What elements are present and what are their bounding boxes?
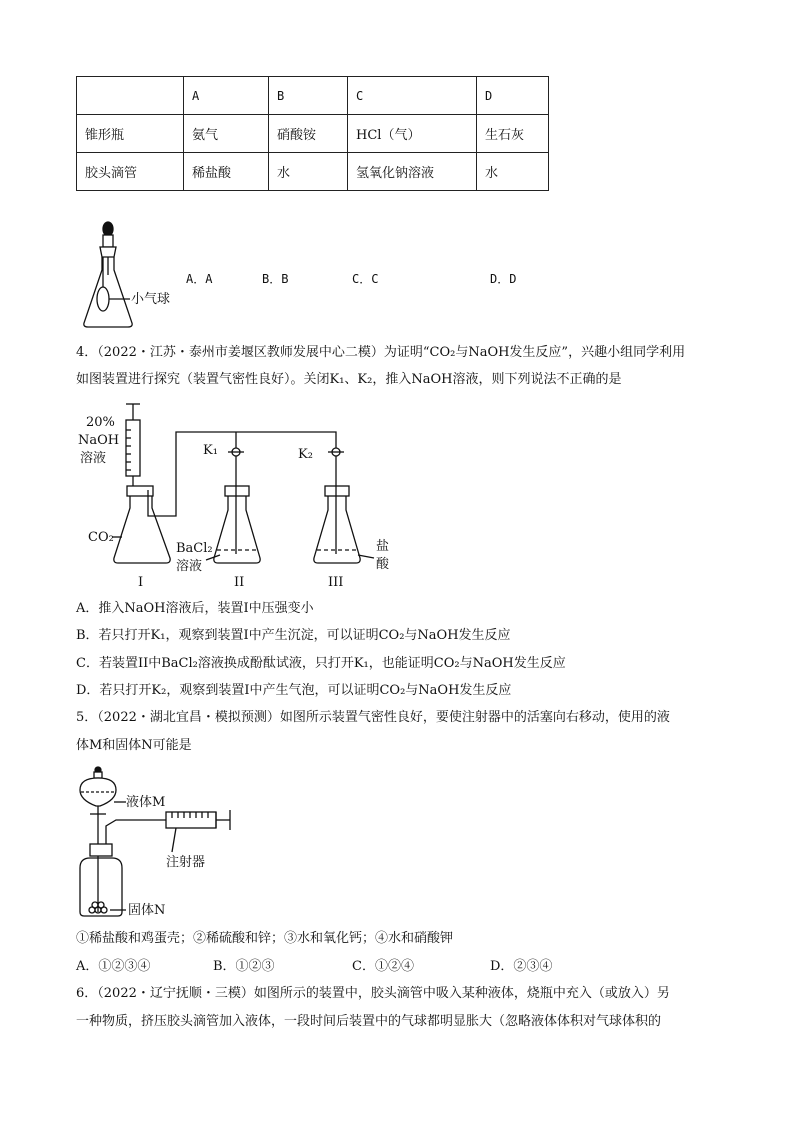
- q3-option-b: B．B: [262, 272, 289, 286]
- q3-option-d: D．D: [490, 272, 517, 286]
- table-cell: [77, 77, 184, 115]
- table-cell: 稀盐酸: [184, 153, 269, 191]
- flask-balloon-figure: [70, 215, 200, 335]
- k2-label: K₂: [298, 447, 313, 462]
- q4-option-c: C．若装置II中BaCl₂溶液换成酚酞试液，只打开K₁，也能证明CO₂与NaOH发生反应: [76, 656, 566, 671]
- q4-stem-line2: 如图装置进行探究（装置气密性良好）。关闭K₁、K₂，推入NaOH溶液，则下列说法不正确的是: [76, 372, 622, 387]
- bacl2-solution-label: 溶液: [176, 559, 203, 574]
- solid-n-label: 固体N: [128, 903, 166, 918]
- q5-stem-line2: 体M和固体N可能是: [76, 738, 192, 753]
- q3-option-a: A．A: [186, 272, 213, 286]
- table-cell: 胶头滴管: [77, 153, 184, 191]
- balloon-label: 小气球: [131, 292, 171, 307]
- q4-stem-line1: 4．（2022・江苏・泰州市姜堰区教师发展中心二模）为证明“CO₂与NaOH发生反应”，兴趣小组同学利用: [76, 345, 686, 360]
- syringe-apparatus-figure: [76, 762, 276, 922]
- liquid-m-label: 液体M: [126, 795, 166, 810]
- table-cell: 水: [269, 153, 348, 191]
- naoh-label: NaOH: [78, 433, 120, 448]
- syringe-label: 注射器: [166, 855, 206, 870]
- table-cell: A: [184, 77, 269, 115]
- q4-option-b: B．若只打开K₁，观察到装置I中产生沉淀，可以证明CO₂与NaOH发生反应: [76, 628, 511, 643]
- acid-label-2: 酸: [376, 557, 390, 572]
- q5-statement: ①稀盐酸和鸡蛋壳；②稀硫酸和锌；③水和氧化钙；④水和硝酸钾: [76, 931, 454, 946]
- table-cell: C: [348, 77, 477, 115]
- table-cell: 锥形瓶: [77, 115, 184, 153]
- q5-option-c: C．①②④: [352, 959, 414, 974]
- naoh-solution-label: 溶液: [80, 451, 107, 466]
- table-cell: 生石灰: [477, 115, 549, 153]
- q5-stem-line1: 5．（2022・湖北宜昌・模拟预测）如图所示装置气密性良好，要使注射器中的活塞向右移动，使用的液: [76, 710, 670, 725]
- bacl2-label: BaCl₂: [176, 541, 213, 556]
- table-cell: 水: [477, 153, 549, 191]
- q4-option-d: D．若只打开K₂，观察到装置I中产生气泡，可以证明CO₂与NaOH发生反应: [76, 683, 512, 698]
- q4-option-a: A．推入NaOH溶液后，装置I中压强变小: [76, 601, 314, 616]
- flask-ii-label: II: [234, 575, 245, 590]
- q6-stem-line2: 一种物质，挤压胶头滴管加入液体，一段时间后装置中的气球都明显胀大（忽略液体体积对气球体积的: [76, 1014, 662, 1029]
- acid-label-1: 盐: [376, 539, 390, 554]
- table-row: [77, 115, 549, 153]
- table-cell: 硝酸铵: [269, 115, 348, 153]
- table-cell: 氢氧化钠溶液: [348, 153, 477, 191]
- q5-option-a: A．①②③④: [76, 959, 151, 974]
- table-row: [77, 77, 549, 115]
- table-cell: D: [477, 77, 549, 115]
- table-cell: B: [269, 77, 348, 115]
- table-cell: HCl（气）: [348, 115, 477, 153]
- k1-label: K₁: [203, 443, 218, 458]
- q6-stem-line1: 6．（2022・辽宁抚顺・三模）如图所示的装置中，胶头滴管中吸入某种液体，烧瓶中充入（或放入）另: [76, 986, 670, 1001]
- q5-option-d: D．②③④: [490, 959, 553, 974]
- table-row: [77, 153, 549, 191]
- flask-i-label: I: [138, 575, 144, 590]
- naoh-percent-label: 20%: [86, 415, 115, 430]
- flask-iii-label: III: [328, 575, 344, 590]
- table-cell: 氨气: [184, 115, 269, 153]
- options-table: [76, 76, 549, 191]
- q3-option-c: C．C: [352, 272, 379, 286]
- co2-naoh-apparatus-figure: [76, 400, 406, 590]
- q5-option-b: B．①②③: [213, 959, 275, 974]
- co2-label: CO₂: [88, 530, 114, 545]
